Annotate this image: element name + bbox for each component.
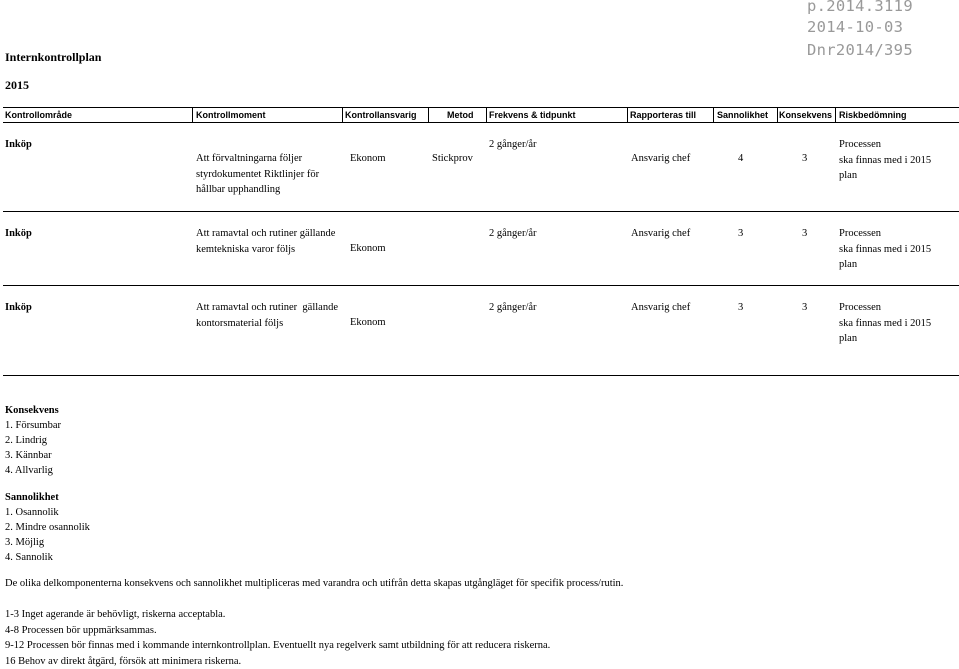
moment-cell	[196, 151, 319, 198]
header-divider	[428, 108, 429, 122]
diary-number: Dnr2014/395	[807, 41, 913, 59]
probability-cell: 3	[738, 302, 744, 313]
probability-cell: 4	[738, 153, 744, 164]
moment-line: kemtekniska varor följs	[196, 243, 296, 255]
legend-title: Konsekvens	[5, 405, 59, 416]
risk-description: De olika delkomponenterna konsekvens och sannolikhet multipliceras med varandra och utifrån detta skapas utgångläget för specifik process/rutin.	[5, 578, 624, 589]
column-header-responsible: Kontrollansvarig	[345, 110, 417, 120]
risk-line: ska finnas med i 2015	[839, 243, 932, 255]
consequence-cell: 3	[802, 302, 808, 313]
column-header-method: Metod	[447, 110, 474, 120]
responsible-cell: Ekonom	[350, 243, 386, 254]
area-cell: Inköp	[5, 302, 32, 313]
column-header-probability: Sannolikhet	[717, 110, 769, 120]
legend-item: 1. Försumbar	[5, 420, 61, 431]
frequency-cell: 2 gånger/år	[489, 139, 537, 150]
report-cell: Ansvarig chef	[631, 153, 691, 164]
area-cell: Inköp	[5, 139, 32, 150]
legend-title: Sannolikhet	[5, 492, 59, 503]
scale-item: 16 Behov av direkt åtgärd, försök att minimera riskerna.	[5, 655, 242, 667]
consequence-cell: 3	[802, 153, 808, 164]
scale-item: 1-3 Inget agerande är behövligt, riskerna acceptabla.	[5, 609, 226, 620]
risk-cell	[839, 300, 931, 347]
row-rule	[3, 285, 959, 286]
report-cell: Ansvarig chef	[631, 302, 691, 313]
risk-line: Processen	[839, 228, 881, 239]
risk-line: plan	[839, 170, 858, 181]
moment-line: Att ramavtal och rutiner gällande	[196, 302, 338, 313]
legend-item: 3. Möjlig	[5, 537, 45, 548]
header-divider	[627, 108, 628, 122]
risk-line: plan	[839, 333, 858, 344]
page-title: Internkontrollplan	[5, 50, 102, 64]
table-bottom-rule	[3, 375, 959, 376]
plan-year: 2015	[5, 78, 29, 92]
column-header-area: Kontrollområde	[5, 110, 73, 120]
risk-cell	[839, 137, 931, 184]
method-cell: Stickprov	[432, 153, 473, 164]
scale-item: 4-8 Processen bör uppmärksammas.	[5, 624, 157, 636]
moment-cell	[196, 300, 338, 331]
legend-item: 2. Lindrig	[5, 435, 47, 446]
legend-item: 1. Osannolik	[5, 507, 59, 518]
header-divider	[713, 108, 714, 122]
risk-line: Processen	[839, 302, 881, 313]
area-cell: Inköp	[5, 228, 32, 239]
column-header-risk: Riskbedömning	[839, 110, 907, 120]
header-bottom-rule	[3, 122, 959, 123]
risk-line: Processen	[839, 139, 881, 150]
responsible-cell: Ekonom	[350, 317, 386, 328]
document-date: 2014-10-03	[807, 18, 904, 36]
header-divider	[342, 108, 343, 122]
moment-line: Att förvaltningarna följer	[196, 153, 303, 164]
risk-line: ska finnas med i 2015	[839, 317, 932, 329]
responsible-cell: Ekonom	[350, 153, 386, 164]
moment-line: Att ramavtal och rutiner gällande	[196, 228, 336, 239]
moment-line: hållbar upphandling	[196, 184, 281, 195]
scale-item: 9-12 Processen bör finnas med i kommande internkontrollplan. Eventuellt nya regelverk samt utbildning för att reducera riskerna.	[5, 640, 551, 651]
frequency-cell: 2 gånger/år	[489, 302, 537, 313]
header-top-rule	[3, 107, 959, 108]
legend-item: 4. Allvarlig	[5, 465, 53, 476]
header-divider	[192, 108, 193, 122]
column-header-consequence: Konsekvens	[779, 110, 833, 120]
reference-number: p.2014.3119	[807, 0, 913, 15]
header-divider	[486, 108, 487, 122]
moment-cell	[196, 226, 335, 257]
legend-item: 3. Kännbar	[5, 450, 52, 461]
header-divider	[835, 108, 836, 122]
consequence-legend	[5, 403, 61, 478]
legend-item: 4. Sannolik	[5, 552, 53, 563]
risk-line: ska finnas med i 2015	[839, 154, 932, 166]
consequence-cell: 3	[802, 228, 808, 239]
risk-scale	[5, 607, 550, 669]
frequency-cell: 2 gånger/år	[489, 228, 537, 239]
column-header-report: Rapporteras till	[630, 110, 697, 120]
moment-line: styrdokumentet Riktlinjer för	[196, 168, 320, 180]
legend-item: 2. Mindre osannolik	[5, 522, 90, 533]
probability-legend	[5, 490, 90, 565]
column-header-frequency: Frekvens & tidpunkt	[489, 110, 576, 120]
report-cell: Ansvarig chef	[631, 228, 691, 239]
header-divider	[777, 108, 778, 122]
row-rule	[3, 211, 959, 212]
risk-line: plan	[839, 259, 858, 270]
column-header-moment: Kontrollmoment	[196, 110, 266, 120]
moment-line: kontorsmaterial följs	[196, 317, 284, 329]
probability-cell: 3	[738, 228, 744, 239]
risk-cell	[839, 226, 931, 273]
